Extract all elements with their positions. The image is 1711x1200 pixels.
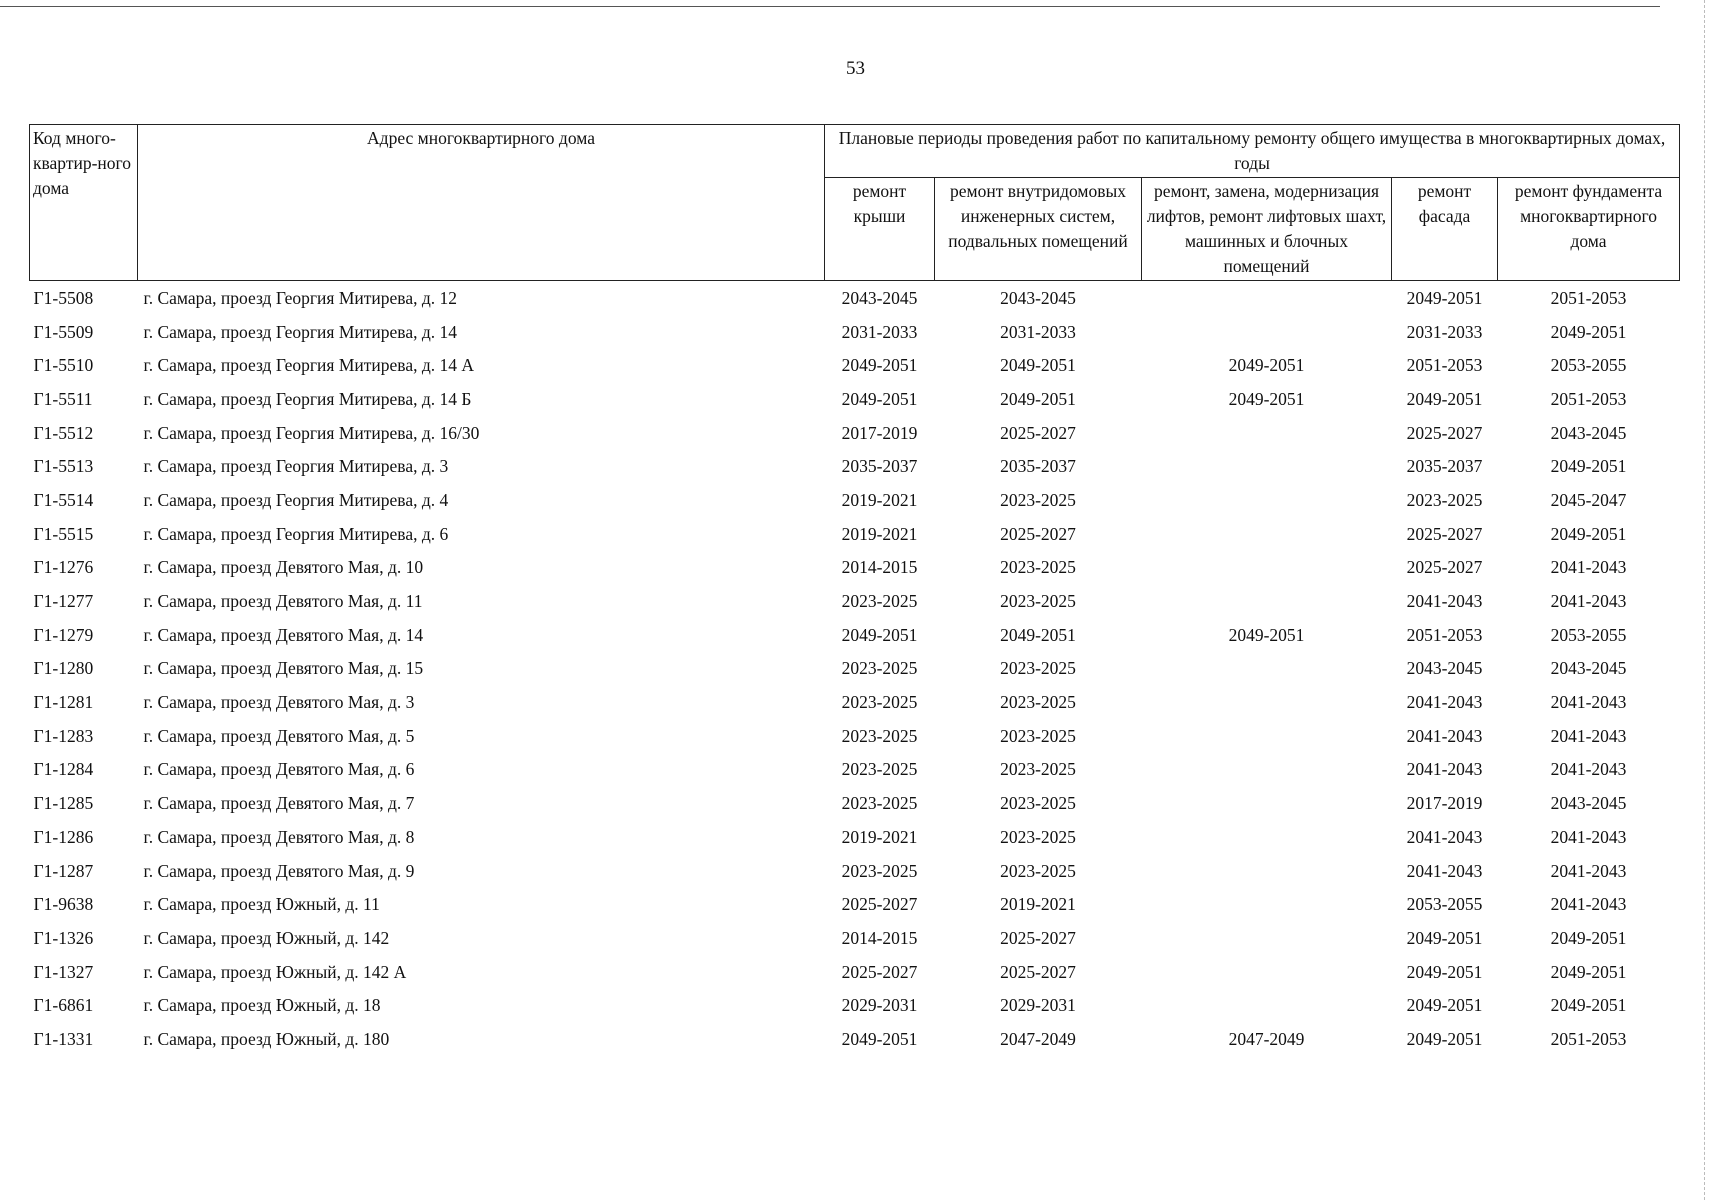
- cell-facade: 2025-2027: [1406, 557, 1483, 578]
- cell-systems: 2023-2025: [1000, 860, 1076, 881]
- cell-facade: 2049-2051: [1406, 388, 1483, 409]
- cell-facade: 2049-2051: [1406, 287, 1483, 308]
- header-address: Адрес многоквартирного дома: [138, 125, 825, 281]
- cell-code: Г1-1286: [33, 826, 94, 847]
- cell-roof: 2019-2021: [841, 523, 918, 544]
- cell-systems: 2025-2027: [1000, 523, 1076, 544]
- cell-lifts: [1142, 281, 1392, 315]
- cell-code: Г1-5513: [33, 456, 94, 477]
- cell-facade: 2041-2043: [1406, 725, 1483, 746]
- cell-code: Г1-5512: [33, 422, 94, 443]
- cell-code: Г1-1279: [33, 624, 94, 645]
- cell-lifts: [1142, 820, 1392, 854]
- scan-border-right: [1704, 0, 1706, 1200]
- cell-lifts: 2049-2051: [1228, 624, 1305, 645]
- cell-foundation: 2049-2051: [1550, 523, 1627, 544]
- cell-facade: 2025-2027: [1406, 523, 1483, 544]
- cell-facade: 2049-2051: [1406, 927, 1483, 948]
- cell-address: г. Самара, проезд Южный, д. 142 А: [143, 961, 407, 982]
- cell-roof: 2049-2051: [841, 355, 918, 376]
- cell-foundation: 2041-2043: [1550, 557, 1627, 578]
- cell-lifts: [1142, 517, 1392, 551]
- cell-foundation: 2053-2055: [1550, 624, 1627, 645]
- cell-systems: 2023-2025: [1000, 591, 1076, 612]
- cell-roof: 2014-2015: [841, 927, 918, 948]
- table-row: [30, 449, 1680, 483]
- cell-address: г. Самара, проезд Георгия Митирева, д. 6: [143, 523, 449, 544]
- cell-lifts: [1142, 449, 1392, 483]
- cell-code: Г1-9638: [33, 894, 94, 915]
- cell-foundation: 2041-2043: [1550, 826, 1627, 847]
- cell-address: г. Самара, проезд Девятого Мая, д. 15: [143, 658, 424, 679]
- cell-address: г. Самара, проезд Южный, д. 142: [143, 927, 390, 948]
- table-row: [30, 685, 1680, 719]
- cell-address: г. Самара, проезд Девятого Мая, д. 3: [143, 692, 415, 713]
- cell-address: г. Самара, проезд Георгия Митирева, д. 4: [143, 489, 449, 510]
- cell-systems: 2025-2027: [1000, 422, 1076, 443]
- cell-code: Г1-1327: [33, 961, 94, 982]
- cell-foundation: 2049-2051: [1550, 995, 1627, 1016]
- cell-facade: 2049-2051: [1406, 995, 1483, 1016]
- cell-code: Г1-1280: [33, 658, 94, 679]
- cell-systems: 2049-2051: [1000, 355, 1076, 376]
- cell-code: Г1-5511: [33, 388, 93, 409]
- cell-roof: 2043-2045: [841, 287, 918, 308]
- cell-code: Г1-5515: [33, 523, 94, 544]
- cell-systems: 2043-2045: [1000, 287, 1076, 308]
- cell-lifts: [1142, 719, 1392, 753]
- cell-facade: 2051-2053: [1406, 355, 1483, 376]
- header-roof: ремонт крыши: [825, 178, 935, 281]
- table-body: [30, 281, 1680, 1056]
- table-row: [30, 348, 1680, 382]
- cell-facade: 2043-2045: [1406, 658, 1483, 679]
- cell-address: г. Самара, проезд Георгия Митирева, д. 14 А: [143, 355, 475, 376]
- header-systems: ремонт внутридомовых инженерных систем, подвальных помещений: [935, 178, 1142, 281]
- cell-address: г. Самара, проезд Девятого Мая, д. 5: [143, 725, 415, 746]
- header-lifts: ремонт, замена, модернизация лифтов, ремонт лифтовых шахт, машинных и блочных помещений: [1142, 178, 1392, 281]
- cell-systems: 2047-2049: [1000, 1028, 1076, 1049]
- cell-lifts: [1142, 887, 1392, 921]
- cell-systems: 2029-2031: [1000, 995, 1076, 1016]
- cell-foundation: 2049-2051: [1550, 321, 1627, 342]
- cell-lifts: [1142, 315, 1392, 349]
- table-row: [30, 618, 1680, 652]
- cell-foundation: 2051-2053: [1550, 287, 1627, 308]
- table-row: [30, 854, 1680, 888]
- cell-foundation: 2043-2045: [1550, 793, 1627, 814]
- cell-roof: 2023-2025: [841, 725, 918, 746]
- cell-lifts: [1142, 652, 1392, 686]
- cell-roof: 2029-2031: [841, 995, 918, 1016]
- cell-facade: 2041-2043: [1406, 826, 1483, 847]
- cell-foundation: 2049-2051: [1550, 927, 1627, 948]
- cell-foundation: 2049-2051: [1550, 456, 1627, 477]
- cell-roof: 2023-2025: [841, 658, 918, 679]
- cell-foundation: 2041-2043: [1550, 759, 1627, 780]
- cell-lifts: [1142, 551, 1392, 585]
- cell-code: Г1-1285: [33, 793, 94, 814]
- cell-roof: 2023-2025: [841, 591, 918, 612]
- cell-lifts: 2049-2051: [1228, 388, 1305, 409]
- cell-address: г. Самара, проезд Девятого Мая, д. 9: [143, 860, 415, 881]
- cell-systems: 2035-2037: [1000, 456, 1076, 477]
- cell-lifts: [1142, 955, 1392, 989]
- cell-facade: 2041-2043: [1406, 692, 1483, 713]
- cell-address: г. Самара, проезд Георгия Митирева, д. 12: [143, 287, 457, 308]
- cell-lifts: [1142, 685, 1392, 719]
- cell-code: Г1-5508: [33, 287, 94, 308]
- cell-systems: 2023-2025: [1000, 557, 1076, 578]
- cell-facade: 2017-2019: [1406, 793, 1483, 814]
- header-code: Код много-квартир-ного дома: [30, 125, 138, 281]
- cell-roof: 2049-2051: [841, 1028, 918, 1049]
- cell-foundation: 2043-2045: [1550, 422, 1627, 443]
- cell-code: Г1-1277: [33, 591, 94, 612]
- cell-address: г. Самара, проезд Девятого Мая, д. 8: [143, 826, 415, 847]
- table-row: [30, 719, 1680, 753]
- cell-systems: 2023-2025: [1000, 759, 1076, 780]
- cell-roof: 2049-2051: [841, 388, 918, 409]
- cell-facade: 2049-2051: [1406, 961, 1483, 982]
- cell-foundation: 2053-2055: [1550, 355, 1627, 376]
- repair-schedule-table: [29, 124, 1680, 1056]
- cell-roof: 2049-2051: [841, 624, 918, 645]
- cell-foundation: 2041-2043: [1550, 725, 1627, 746]
- cell-roof: 2014-2015: [841, 557, 918, 578]
- cell-address: г. Самара, проезд Георгия Митирева, д. 14 Б: [143, 388, 472, 409]
- cell-roof: 2023-2025: [841, 759, 918, 780]
- cell-code: Г1-1283: [33, 725, 94, 746]
- cell-foundation: 2049-2051: [1550, 961, 1627, 982]
- cell-foundation: 2051-2053: [1550, 1028, 1627, 1049]
- cell-systems: 2023-2025: [1000, 489, 1076, 510]
- cell-address: г. Самара, проезд Девятого Мая, д. 10: [143, 557, 424, 578]
- cell-foundation: 2041-2043: [1550, 591, 1627, 612]
- cell-facade: 2031-2033: [1406, 321, 1483, 342]
- table-row: [30, 652, 1680, 686]
- cell-lifts: [1142, 988, 1392, 1022]
- table-row: [30, 1022, 1680, 1056]
- cell-foundation: 2051-2053: [1550, 388, 1627, 409]
- header-facade: ремонт фасада: [1392, 178, 1498, 281]
- cell-roof: 2019-2021: [841, 826, 918, 847]
- cell-roof: 2023-2025: [841, 860, 918, 881]
- cell-lifts: 2047-2049: [1228, 1028, 1305, 1049]
- table-row: [30, 887, 1680, 921]
- table-row: [30, 315, 1680, 349]
- cell-systems: 2025-2027: [1000, 927, 1076, 948]
- cell-roof: 2025-2027: [841, 894, 918, 915]
- cell-lifts: [1142, 921, 1392, 955]
- cell-lifts: [1142, 483, 1392, 517]
- cell-systems: 2019-2021: [1000, 894, 1076, 915]
- cell-roof: 2023-2025: [841, 692, 918, 713]
- cell-facade: 2041-2043: [1406, 759, 1483, 780]
- cell-lifts: [1142, 786, 1392, 820]
- table-row: [30, 483, 1680, 517]
- cell-roof: 2025-2027: [841, 961, 918, 982]
- table-row: [30, 281, 1680, 315]
- cell-address: г. Самара, проезд Георгия Митирева, д. 3: [143, 456, 449, 477]
- table-row: [30, 416, 1680, 450]
- table-row: [30, 551, 1680, 585]
- cell-foundation: 2041-2043: [1550, 692, 1627, 713]
- cell-facade: 2041-2043: [1406, 860, 1483, 881]
- cell-code: Г1-1281: [33, 692, 94, 713]
- cell-address: г. Самара, проезд Георгия Митирева, д. 14: [143, 321, 457, 342]
- cell-code: Г1-1326: [33, 927, 94, 948]
- cell-foundation: 2041-2043: [1550, 860, 1627, 881]
- cell-facade: 2051-2053: [1406, 624, 1483, 645]
- cell-lifts: [1142, 416, 1392, 450]
- cell-systems: 2023-2025: [1000, 658, 1076, 679]
- cell-roof: 2035-2037: [841, 456, 918, 477]
- cell-facade: 2041-2043: [1406, 591, 1483, 612]
- cell-code: Г1-1287: [33, 860, 94, 881]
- cell-code: Г1-5509: [33, 321, 94, 342]
- cell-address: г. Самара, проезд Южный, д. 18: [143, 995, 381, 1016]
- scan-border-top: [0, 6, 1660, 7]
- table-row: [30, 988, 1680, 1022]
- table-row: [30, 820, 1680, 854]
- cell-address: г. Самара, проезд Южный, д. 11: [143, 894, 380, 915]
- table-row: [30, 786, 1680, 820]
- cell-roof: 2019-2021: [841, 489, 918, 510]
- cell-facade: 2025-2027: [1406, 422, 1483, 443]
- cell-lifts: [1142, 854, 1392, 888]
- cell-systems: 2049-2051: [1000, 624, 1076, 645]
- cell-systems: 2023-2025: [1000, 793, 1076, 814]
- cell-foundation: 2043-2045: [1550, 658, 1627, 679]
- cell-address: г. Самара, проезд Девятого Мая, д. 6: [143, 759, 415, 780]
- table-row: [30, 382, 1680, 416]
- cell-lifts: [1142, 584, 1392, 618]
- cell-roof: 2017-2019: [841, 422, 918, 443]
- cell-address: г. Самара, проезд Девятого Мая, д. 7: [143, 793, 415, 814]
- cell-code: Г1-1276: [33, 557, 94, 578]
- table-row: [30, 753, 1680, 787]
- header-foundation: ремонт фундамента многоквартирного дома: [1498, 178, 1680, 281]
- cell-address: г. Самара, проезд Девятого Мая, д. 11: [143, 591, 423, 612]
- cell-facade: 2053-2055: [1406, 894, 1483, 915]
- cell-code: Г1-6861: [33, 995, 94, 1016]
- table-row: [30, 955, 1680, 989]
- cell-systems: 2025-2027: [1000, 961, 1076, 982]
- page-number: 53: [846, 58, 865, 79]
- table-row: [30, 584, 1680, 618]
- cell-code: Г1-5510: [33, 355, 94, 376]
- cell-address: г. Самара, проезд Южный, д. 180: [143, 1028, 390, 1049]
- cell-code: Г1-5514: [33, 489, 94, 510]
- cell-roof: 2031-2033: [841, 321, 918, 342]
- cell-systems: 2023-2025: [1000, 725, 1076, 746]
- cell-foundation: 2045-2047: [1550, 489, 1627, 510]
- cell-code: Г1-1284: [33, 759, 94, 780]
- cell-facade: 2023-2025: [1406, 489, 1483, 510]
- cell-systems: 2031-2033: [1000, 321, 1076, 342]
- cell-lifts: 2049-2051: [1228, 355, 1305, 376]
- cell-systems: 2049-2051: [1000, 388, 1076, 409]
- cell-lifts: [1142, 753, 1392, 787]
- cell-address: г. Самара, проезд Девятого Мая, д. 14: [143, 624, 424, 645]
- cell-facade: 2035-2037: [1406, 456, 1483, 477]
- cell-systems: 2023-2025: [1000, 826, 1076, 847]
- table-row: [30, 921, 1680, 955]
- cell-roof: 2023-2025: [841, 793, 918, 814]
- table-row: [30, 517, 1680, 551]
- cell-code: Г1-1331: [33, 1028, 94, 1049]
- cell-facade: 2049-2051: [1406, 1028, 1483, 1049]
- cell-address: г. Самара, проезд Георгия Митирева, д. 16/30: [143, 422, 480, 443]
- header-periods: Плановые периоды проведения работ по капитальному ремонту общего имущества в многоквартирных домах, годы: [825, 125, 1680, 178]
- cell-foundation: 2041-2043: [1550, 894, 1627, 915]
- cell-systems: 2023-2025: [1000, 692, 1076, 713]
